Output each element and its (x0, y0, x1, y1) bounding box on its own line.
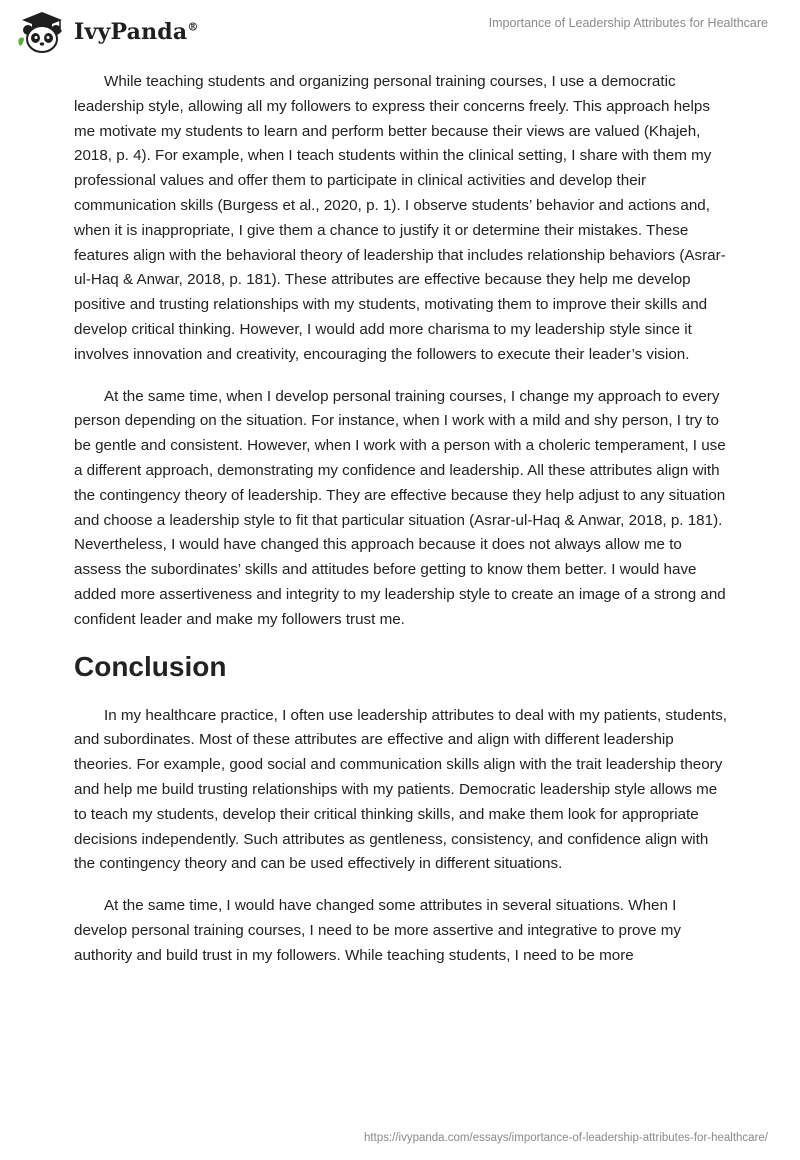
logo-wordmark: IvyPanda® (74, 19, 199, 45)
conclusion-heading: Conclusion (74, 650, 227, 682)
source-url[interactable]: https://ivypanda.com/essays/importance-of-leadership-attributes-for-healthcare/ (364, 1132, 768, 1144)
page-header (0, 0, 800, 64)
paragraph-conclusion-summary: In my healthcare practice, I often use leadership attributes to deal with my patients, students, and subordinates. Most of these attributes are effective and align with different leadership theories. For example, good social and communication skills align with the trait leadership theory and help me build trusting relationships with my patients. Democratic leadership style allows me to teach my students, develop their critical thinking skills, and make them look for appropriate decisions independently. Such attributes as gentleness, consistency, and confidence align with the contingency theory and can be used effectively in different situations. (74, 706, 728, 873)
essay-body (74, 70, 730, 986)
paragraph-conclusion-changes: At the same time, I would have changed some attributes in several situations. When I develop personal training courses, I need to be more assertive and integrative to prove my authority and build trust in my followers. While teaching students, I need to be more (74, 897, 681, 964)
panda-graduate-icon (14, 10, 70, 54)
ivypanda-logo[interactable] (14, 10, 199, 54)
paragraph-democratic-style: While teaching students and organizing personal training courses, I use a democratic leadership style, allowing all my followers to express their concerns freely. This approach helps me motivate my students to learn and perform better because their views are valued (Khajeh, 2018, p. 4). For example, when I teach students within the clinical setting, I share with them my professional values and offer them to participate in clinical activities and develop their communication skills (Burgess et al., 2020, p. 1). I observe students’ behavior and actions and, when it is inappropriate, I give them a chance to justify it or determine their mistakes. These features align with the behavioral theory of leadership that includes relationship behaviors (Asrar-ul-Haq & Anwar, 2018, p. 181). These attributes are effective because they help me develop positive and trusting relationships with my students, motivating them to improve their skills and develop critical thinking. However, I would add more charisma to my leadership style since it involves innovation and creativity, encouraging the followers to execute their leader’s vision. (74, 73, 726, 363)
document-title: Importance of Leadership Attributes for Healthcare (488, 16, 768, 30)
paragraph-contingency-approach: At the same time, when I develop personal training courses, I change my approach to every person depending on the situation. For instance, when I work with a mild and shy person, I try to be gentle and consistent. However, when I work with a person with a choleric temperament, I use a different approach, demonstrating my confidence and leadership. All these attributes align with the contingency theory of leadership. They are effective because they help adjust to any situation and choose a leadership style to fit that particular situation (Asrar-ul-Haq & Anwar, 2018, p. 181). Nevertheless, I would have changed this approach because it does not always allow me to assess the subordinates’ skills and attitudes before getting to know them better. I would have added more assertiveness and integrity to my leadership style to create an image of a strong and confident leader and make my followers trust me. (74, 387, 726, 628)
